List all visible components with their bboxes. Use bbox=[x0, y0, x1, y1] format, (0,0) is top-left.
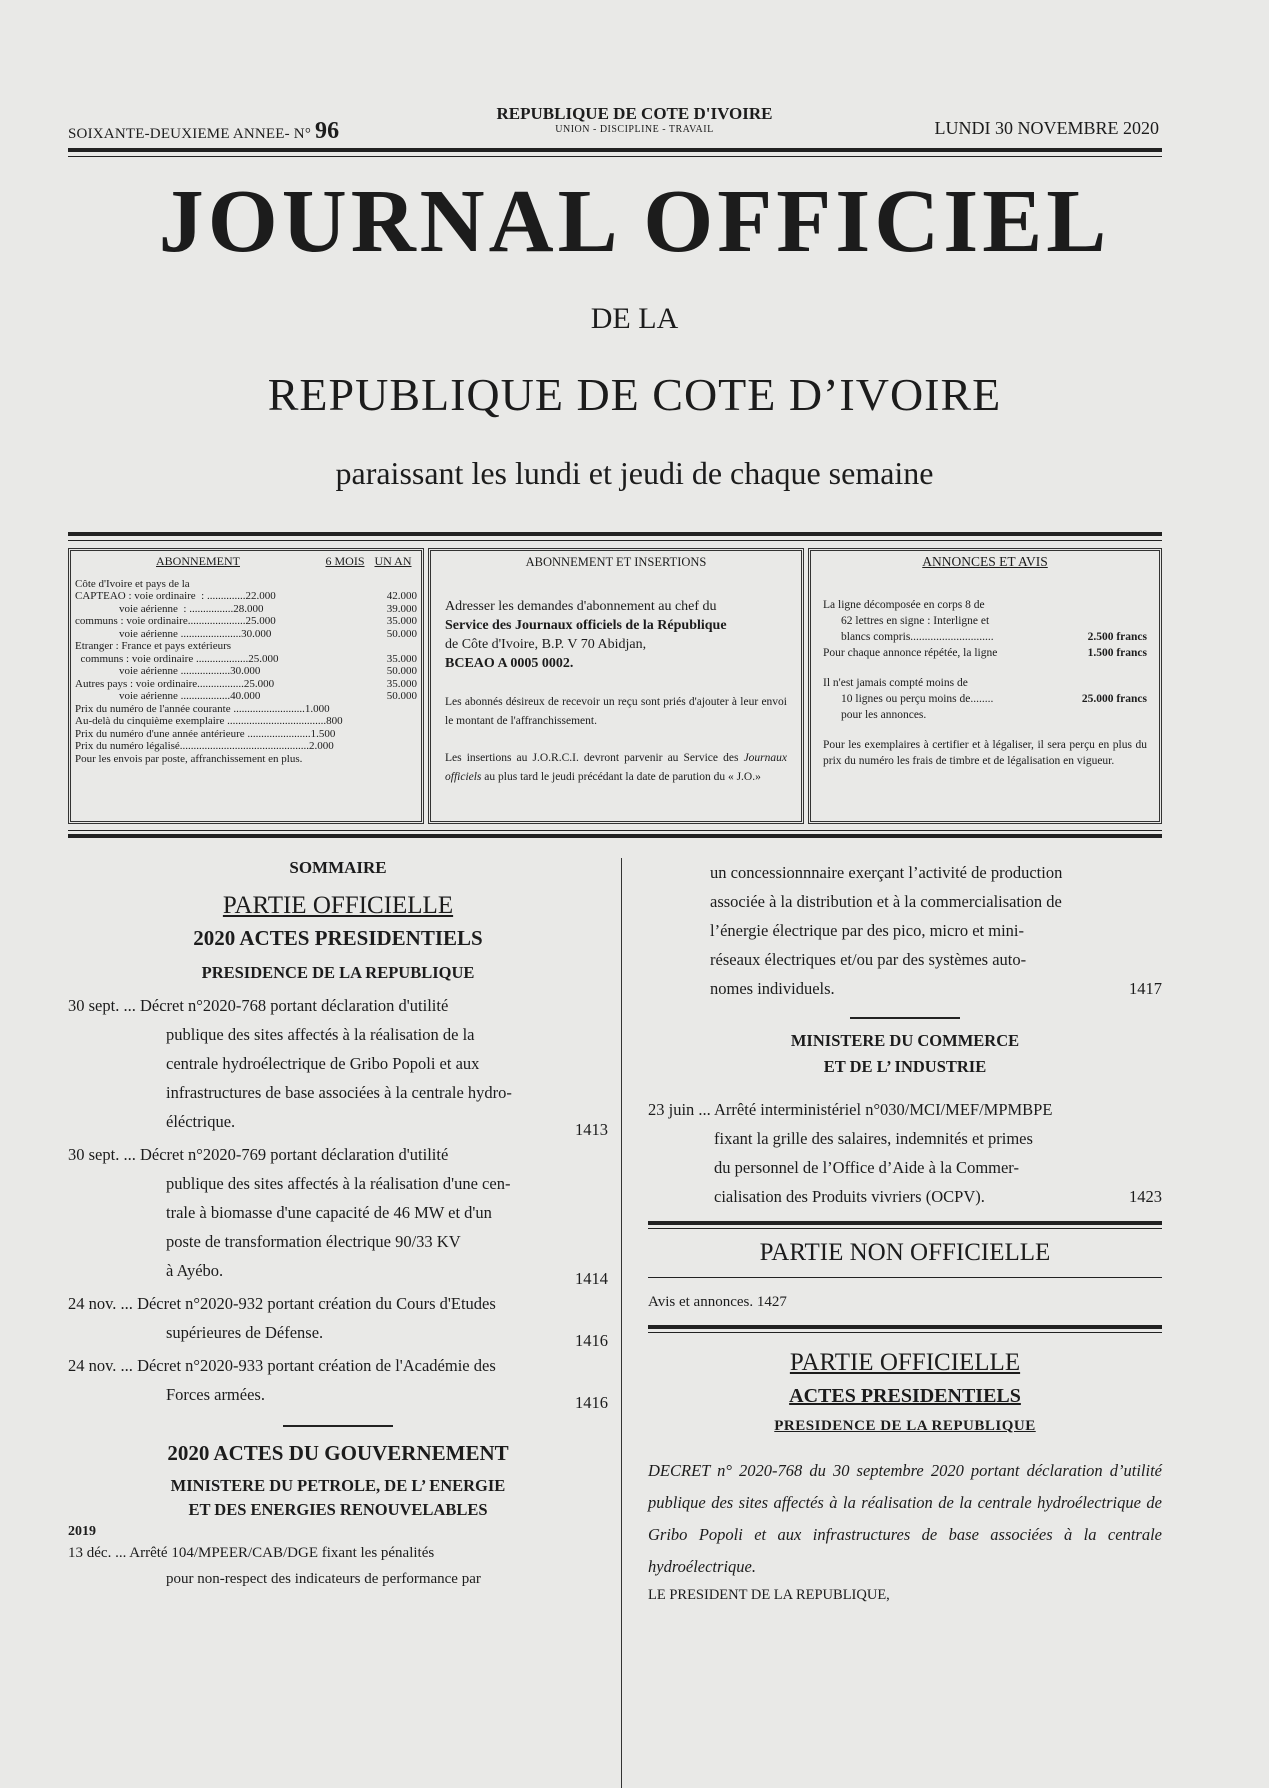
column-divider bbox=[621, 858, 622, 1788]
abonnement-6mois bbox=[343, 640, 375, 653]
partie-non-officielle-title: PARTIE NON OFFICIELLE bbox=[759, 1239, 1051, 1266]
abonnement-label: Prix du numéro légalisé...............................................2.000 bbox=[75, 740, 334, 752]
annonces-line-3: blancs compris............................. 2.500 francs bbox=[841, 631, 1147, 643]
abonnement-unan: 35.000 bbox=[386, 677, 417, 690]
abonnement-6mois bbox=[343, 740, 375, 753]
abonnement-box bbox=[68, 548, 424, 824]
journal-title: JOURNAL OFFICIEL bbox=[158, 172, 1111, 271]
abonnement-label: Etranger : France et pays extérieurs bbox=[75, 640, 232, 652]
abonnement-6mois bbox=[343, 753, 375, 766]
continuation-line: associée à la distribution et à la commercialisation de bbox=[710, 892, 1062, 911]
arrete-030-first: Arrêté interministériel n°030/MCI/MEF/MPMBPE bbox=[714, 1100, 1053, 1119]
abonnement-label: voie aérienne ......................30.000 bbox=[75, 627, 272, 640]
abonnement-6mois bbox=[343, 703, 375, 716]
frequency: paraissant les lundi et jeudi de chaque semaine bbox=[335, 455, 934, 491]
abonnement-row bbox=[75, 678, 417, 691]
abonnement-unan: 50.000 bbox=[386, 665, 417, 677]
abonnement-6mois bbox=[343, 690, 375, 703]
box-top-rule-thin bbox=[68, 540, 1162, 541]
insertions-deadline bbox=[445, 749, 787, 787]
arrete-104 bbox=[68, 1540, 608, 1592]
continuation-line: réseaux électriques et/ou par des systèmes auto- bbox=[710, 950, 1027, 969]
abonnement-6mois bbox=[343, 653, 375, 666]
abonnement-table bbox=[75, 555, 417, 578]
annonces-tarifs bbox=[823, 597, 1147, 769]
abonnement-row bbox=[75, 740, 417, 753]
decret-768-title: DECRET n° 2020-768 du 30 septembre 2020 portant déclaration d’utilité publique des sites affectés à la réalisation de la centrale hydroélectrique de Gribo Popoli et aux infrastructures de base associées à la centrale hydroélectrique. bbox=[648, 1461, 1162, 1576]
annonces-value-2: 1.500 francs bbox=[1087, 647, 1147, 659]
sommaire-title: SOMMAIRE bbox=[289, 858, 387, 877]
abonnement-unan bbox=[375, 640, 417, 653]
entry-date: 30 sept. ... bbox=[68, 1145, 136, 1164]
non-off-rule bbox=[648, 1221, 1162, 1225]
insertions-deadline-b: Journaux officiels bbox=[445, 752, 787, 783]
abonnement-row bbox=[75, 628, 417, 641]
actes-presidentiels-title: 2020 ACTES PRESIDENTIELS bbox=[193, 926, 483, 950]
abonnement-6mois bbox=[343, 665, 375, 678]
arrete-030-line: fixant la grille des salaires, indemnités et primes bbox=[714, 1129, 1033, 1148]
insertions-address bbox=[445, 597, 787, 673]
year-label: SOIXANTE-DEUXIEME ANNEE- N° bbox=[68, 126, 312, 142]
abonnement-header: ABONNEMENT bbox=[156, 554, 240, 568]
abonnement-label: Côte d'Ivoire et pays de la bbox=[75, 577, 190, 590]
abonnement-row bbox=[75, 715, 417, 728]
annonces-header: ANNONCES ET AVIS bbox=[922, 554, 1048, 569]
continuation-line: nomes individuels. bbox=[710, 979, 835, 998]
annonces-legal: Pour les exemplaires à certifier et à légaliser, il sera perçu en plus du prix du numéro les frais de timbre et de légalisation en vigueur. bbox=[823, 739, 1147, 767]
avis-label: Avis et annonces. bbox=[648, 1294, 754, 1310]
ministere-petrole-1: MINISTERE DU PETROLE, DE L’ ENERGIE bbox=[170, 1476, 506, 1495]
abonnement-row bbox=[75, 690, 417, 703]
ministere-petrole-2: ET DES ENERGIES RENOUVELABLES bbox=[188, 1500, 488, 1519]
entry-text: Décret n°2020-932 portant création du Cours d'Etudes bbox=[137, 1294, 496, 1313]
top-rule-thin bbox=[68, 156, 1162, 157]
abonnement-label: Autres pays : voie ordinaire.................25.000 bbox=[75, 677, 275, 690]
annonces-value-3: 25.000 francs bbox=[1081, 693, 1147, 705]
entry-text-cont: trale à biomasse d'une capacité de 46 MW et d'un bbox=[166, 1203, 492, 1222]
continuation-line: un concessionnnaire exerçant l’activité de production bbox=[710, 863, 1063, 882]
entry-text-cont: Forces armées. bbox=[166, 1385, 265, 1404]
entry-text: Décret n°2020-933 portant création de l'Académie des bbox=[137, 1356, 496, 1375]
annonces-line-5: Il n'est jamais compté moins de bbox=[823, 677, 968, 689]
issue-date: LUNDI 30 NOVEMBRE 2020 bbox=[934, 118, 1159, 138]
arrete-030-line: du personnel de l’Office d’Aide à la Commer- bbox=[714, 1158, 1019, 1177]
insertions-line-1: Adresser les demandes d'abonnement au chef du bbox=[445, 599, 717, 614]
abonnement-unan bbox=[375, 578, 417, 591]
republic-name: REPUBLIQUE DE COTE D'IVOIRE bbox=[496, 104, 773, 123]
abonnement-row bbox=[75, 603, 417, 616]
arrete-030-page: 1423 bbox=[1129, 1187, 1162, 1206]
sommaire-entry bbox=[68, 1289, 608, 1350]
insertions-header: ABONNEMENT ET INSERTIONS bbox=[525, 555, 707, 569]
entry-text-cont: publique des sites affectés à la réalisation d'une cen- bbox=[166, 1174, 511, 1193]
abonnement-unan: 50.000 bbox=[386, 627, 417, 640]
actes-presidentiels-right: ACTES PRESIDENTIELS bbox=[789, 1385, 1021, 1407]
entry-text: Décret n°2020-769 portant déclaration d'utilité bbox=[139, 1145, 449, 1164]
un-an-header: UN AN bbox=[374, 554, 412, 568]
year-2019: 2019 bbox=[68, 1524, 96, 1539]
arrete-104-first: Arrêté 104/MPEER/CAB/DGE fixant les pénalités bbox=[129, 1545, 435, 1561]
abonnement-label: voie aérienne ..................30.000 bbox=[75, 665, 261, 677]
annonces-value-1: 2.500 francs bbox=[1087, 631, 1147, 643]
abonnement-label: communs : voie ordinaire ...................25.000 bbox=[75, 652, 279, 665]
entry-text-cont: éléctrique. bbox=[166, 1112, 236, 1131]
insertions-line-4: BCEAO A 0005 0002. bbox=[445, 656, 574, 671]
abonnement-row bbox=[75, 578, 417, 591]
sommaire-entry bbox=[68, 991, 608, 1139]
abonnement-row bbox=[75, 640, 417, 653]
entry-page: 1413 bbox=[575, 1120, 608, 1139]
annonces-line-7: pour les annonces. bbox=[841, 709, 927, 721]
insertions-deadline-c: au plus tard le jeudi précédant la date de parution du « J.O.» bbox=[484, 771, 761, 783]
issue-number: 96 bbox=[314, 118, 340, 144]
abonnement-6mois bbox=[343, 728, 375, 741]
arrete-104-rest: pour non-respect des indicateurs de performance par bbox=[166, 1571, 481, 1587]
abonnement-row bbox=[75, 665, 417, 678]
abonnement-rows bbox=[75, 578, 417, 766]
abonnement-6mois bbox=[343, 615, 375, 628]
abonnement-row bbox=[75, 590, 417, 603]
box-bottom-rule-thin bbox=[68, 830, 1162, 831]
entry-text-cont: infrastructures de base associées à la centrale hydro- bbox=[166, 1083, 512, 1102]
arrete-030-date: 23 juin ... bbox=[648, 1100, 711, 1119]
actes-gouvernement-title: 2020 ACTES DU GOUVERNEMENT bbox=[167, 1441, 509, 1465]
presidence-title: PRESIDENCE DE LA REPUBLIQUE bbox=[201, 963, 475, 982]
partie-officielle-title: PARTIE OFFICIELLE bbox=[222, 892, 454, 919]
abonnement-6mois bbox=[343, 578, 375, 591]
continuation-line: l’énergie électrique par des pico, micro et mini- bbox=[710, 921, 1024, 940]
box-bottom-rule bbox=[68, 834, 1162, 838]
abonnement-row bbox=[75, 653, 417, 666]
abonnement-unan bbox=[375, 715, 417, 728]
six-mois-header: 6 MOIS bbox=[325, 554, 365, 568]
abonnement-6mois bbox=[343, 603, 375, 616]
entry-date: 30 sept. ... bbox=[68, 996, 136, 1015]
avis-line bbox=[648, 1294, 1162, 1311]
insertions-line-3: de Côte d'Ivoire, B.P. V 70 Abidjan, bbox=[445, 637, 647, 652]
abonnement-unan: 42.000 bbox=[386, 590, 417, 602]
abonnement-unan bbox=[375, 703, 417, 716]
arrete-030 bbox=[648, 1095, 1162, 1211]
entry-text-cont: supérieures de Défense. bbox=[166, 1323, 324, 1342]
abonnement-unan bbox=[375, 740, 417, 753]
ministere-commerce-2: ET DE L’ INDUSTRIE bbox=[823, 1057, 987, 1076]
annonces-box bbox=[808, 548, 1162, 824]
abonnement-unan: 50.000 bbox=[386, 690, 417, 702]
entry-page: 1416 bbox=[575, 1393, 608, 1412]
abonnement-unan: 39.000 bbox=[386, 602, 417, 615]
annonces-line-6: 10 lignes ou perçu moins de........ 25.000 francs bbox=[841, 693, 1147, 705]
sommaire-column bbox=[68, 858, 608, 1592]
sommaire-entry bbox=[68, 1140, 608, 1288]
short-rule bbox=[283, 1425, 393, 1427]
motto: UNION - DISCIPLINE - TRAVAIL bbox=[555, 124, 714, 135]
abonnement-row bbox=[75, 753, 417, 766]
insertions-line-2: Service des Journaux officiels de la République bbox=[445, 618, 727, 633]
partie-officielle-right: PARTIE OFFICIELLE bbox=[789, 1349, 1021, 1376]
republic-title: REPUBLIQUE DE COTE D’IVOIRE bbox=[267, 369, 1002, 420]
entry-date: 24 nov. ... bbox=[68, 1294, 133, 1313]
insertions-box bbox=[428, 548, 804, 824]
short-rule-2 bbox=[850, 1017, 960, 1019]
entry-text-cont: à Ayébo. bbox=[166, 1261, 224, 1280]
sommaire-entry bbox=[68, 1351, 608, 1412]
abonnement-row bbox=[75, 728, 417, 741]
de-la: DE LA bbox=[590, 302, 679, 335]
entry-text-cont: centrale hydroélectrique de Gribo Popoli et aux bbox=[166, 1054, 480, 1073]
abonnement-unan: 35.000 bbox=[386, 615, 417, 627]
right-column bbox=[648, 858, 1162, 1604]
abonnement-label: communs : voie ordinaire.....................25.000 bbox=[75, 615, 276, 627]
abonnement-label: Prix du numéro d'une année antérieure .......................1.500 bbox=[75, 727, 336, 740]
arrete-030-line: cialisation des Produits vivriers (OCPV). bbox=[714, 1187, 985, 1206]
box-top-rule bbox=[68, 532, 1162, 536]
sommaire-entries bbox=[68, 991, 608, 1412]
continuation-entry bbox=[648, 858, 1162, 1003]
abonnement-row bbox=[75, 703, 417, 716]
entry-page: 1416 bbox=[575, 1331, 608, 1350]
annonces-line-4: Pour chaque annonce répétée, la ligne 1.500 francs bbox=[823, 647, 1147, 659]
abonnement-6mois bbox=[343, 715, 375, 728]
entry-text-cont: publique des sites affectés à la réalisation de la bbox=[166, 1025, 475, 1044]
abonnement-label: Prix du numéro de l'année courante ..........................1.000 bbox=[75, 702, 330, 715]
abonnement-unan bbox=[375, 728, 417, 741]
top-rule bbox=[68, 148, 1162, 152]
entry-text-cont: poste de transformation électrique 90/33 KV bbox=[166, 1232, 461, 1251]
abonnement-unan bbox=[375, 753, 417, 766]
abonnement-label: Pour les envois par poste, affranchissement en plus. bbox=[75, 752, 303, 765]
president-line: LE PRESIDENT DE LA REPUBLIQUE, bbox=[648, 1587, 890, 1603]
annonces-line-2: 62 lettres en signe : Interligne et bbox=[841, 615, 990, 627]
annonces-line-1: La ligne décomposée en corps 8 de bbox=[823, 599, 985, 611]
insertions-deadline-a: Les insertions au J.O.R.C.I. devront parvenir au Service des bbox=[445, 752, 739, 764]
abonnement-6mois bbox=[343, 678, 375, 691]
abonnement-label: voie aérienne : ................28.000 bbox=[75, 602, 264, 615]
ministere-commerce-1: MINISTERE DU COMMERCE bbox=[790, 1031, 1020, 1050]
entry-date: 24 nov. ... bbox=[68, 1356, 133, 1375]
abonnement-unan: 35.000 bbox=[386, 652, 417, 665]
abonnement-label: voie aérienne ..................40.000 bbox=[75, 690, 261, 702]
continuation-page: 1417 bbox=[1129, 979, 1162, 998]
abonnement-6mois bbox=[343, 590, 375, 603]
abonnement-label: CAPTEAO : voie ordinaire : ..............22.000 bbox=[75, 590, 276, 602]
avis-page: 1427 bbox=[756, 1294, 787, 1310]
presidence-right: PRESIDENCE DE LA REPUBLIQUE bbox=[774, 1418, 1036, 1434]
abonnement-6mois bbox=[343, 628, 375, 641]
insertions-recu: Les abonnés désireux de recevoir un reçu sont priés d'ajouter à leur envoi le montant de l'affranchissement. bbox=[445, 696, 787, 727]
abonnement-row bbox=[75, 615, 417, 628]
arrete-104-date: 13 déc. ... bbox=[68, 1545, 127, 1561]
abonnement-label: Au-delà du cinquième exemplaire ....................................800 bbox=[75, 715, 343, 727]
entry-page: 1414 bbox=[575, 1269, 608, 1288]
entry-text: Décret n°2020-768 portant déclaration d'utilité bbox=[139, 996, 449, 1015]
